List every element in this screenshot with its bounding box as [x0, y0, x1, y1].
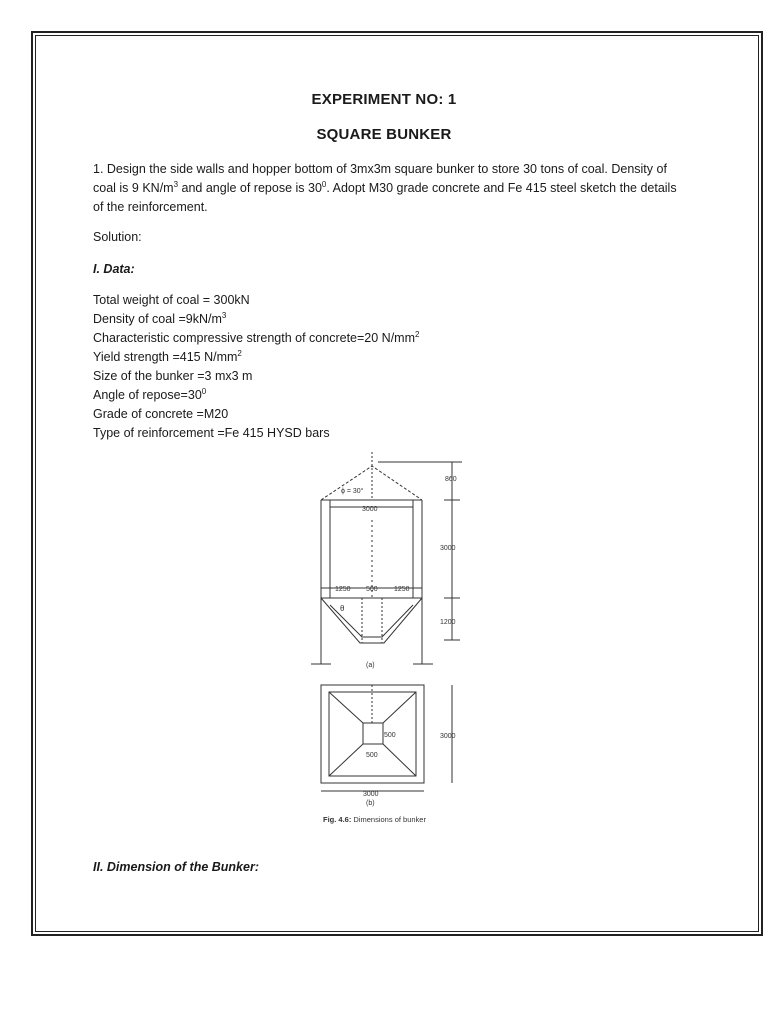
fig-label-a: (a) [366, 662, 375, 669]
data-item [93, 350, 242, 364]
solution-label: Solution: [93, 230, 142, 244]
data-item-text: Density of coal =9kN/m [93, 312, 222, 326]
plan-dim-500-bottom: 500 [366, 752, 378, 759]
data-item-sup: 3 [221, 310, 227, 320]
section-data-heading: I. Data: [93, 262, 135, 276]
fig-caption-bold: Fig. 4.6: [323, 815, 352, 824]
data-item-text: Angle of repose=30 [93, 388, 202, 402]
fig-dim-500-center: 500 [366, 586, 378, 593]
plan-dim-500-right: 500 [384, 732, 396, 739]
data-item [93, 331, 419, 345]
bunker-figure [300, 448, 480, 840]
data-item [93, 293, 250, 307]
fig-angle-label: ϕ = 30° [341, 488, 364, 495]
repose-lines [321, 466, 422, 500]
experiment-subtitle: SQUARE BUNKER [316, 126, 452, 143]
problem-line-1: 1. Design the side walls and hopper bottom of 3mx3m square bunker to store 30 tons of coal. Density of [93, 162, 667, 176]
fig-theta: θ [340, 604, 345, 613]
problem-statement [93, 160, 713, 217]
experiment-title: EXPERIMENT NO: 1 [311, 91, 457, 108]
data-item-text: Characteristic compressive strength of concrete=20 N/mm [93, 331, 415, 345]
fig-dim-3000-width: 3000 [362, 506, 378, 513]
data-item-text: Type of reinforcement =Fe 415 HYSD bars [93, 426, 330, 440]
data-item-text: Total weight of coal = 300kN [93, 293, 250, 307]
problem-sup-2: 0 [321, 179, 327, 189]
data-item-sup: 2 [237, 348, 242, 358]
data-item [93, 407, 228, 421]
data-item-text: Size of the bunker =3 mx3 m [93, 369, 253, 383]
fig-dim-1250-left: 1250 [335, 586, 351, 593]
problem-line-2b: and angle of repose is 30 [178, 181, 322, 195]
section-dimension-heading: II. Dimension of the Bunker: [93, 860, 259, 874]
data-item [93, 312, 226, 326]
problem-line-2a: coal is 9 KN/m [93, 181, 174, 195]
plan-opening [363, 723, 383, 744]
plan-dim-3000-bottom: 3000 [363, 791, 379, 798]
data-item-text: Yield strength =415 N/mm [93, 350, 238, 364]
plan-diag-1 [329, 692, 363, 723]
data-item-text: Grade of concrete =M20 [93, 407, 229, 421]
problem-line-3: of the reinforcement. [93, 200, 208, 214]
fig-dim-1250-right: 1250 [394, 586, 410, 593]
data-item-sup: 2 [415, 329, 420, 339]
fig-dim-3000-height: 3000 [440, 545, 456, 552]
data-item [93, 369, 252, 383]
fig-dim-1200: 1200 [440, 619, 456, 626]
fig-label-b: (b) [366, 800, 375, 807]
fig-dim-860: 860 [445, 476, 457, 483]
data-item-sup: 0 [201, 386, 207, 396]
plan-diag-3 [329, 744, 363, 776]
fig-caption [323, 815, 426, 824]
problem-line-2c: . Adopt M30 grade concrete and Fe 415 steel sketch the details [326, 181, 677, 195]
fig-caption-text: Dimensions of bunker [351, 815, 426, 824]
plan-diag-2 [383, 692, 416, 723]
data-item [93, 388, 206, 402]
problem-sup-1: 3 [173, 179, 179, 189]
plan-dim-3000-right: 3000 [440, 733, 456, 740]
data-item [93, 426, 330, 440]
problem-line-2 [93, 179, 713, 198]
plan-diag-4 [383, 744, 416, 776]
hopper-outer [321, 598, 422, 643]
